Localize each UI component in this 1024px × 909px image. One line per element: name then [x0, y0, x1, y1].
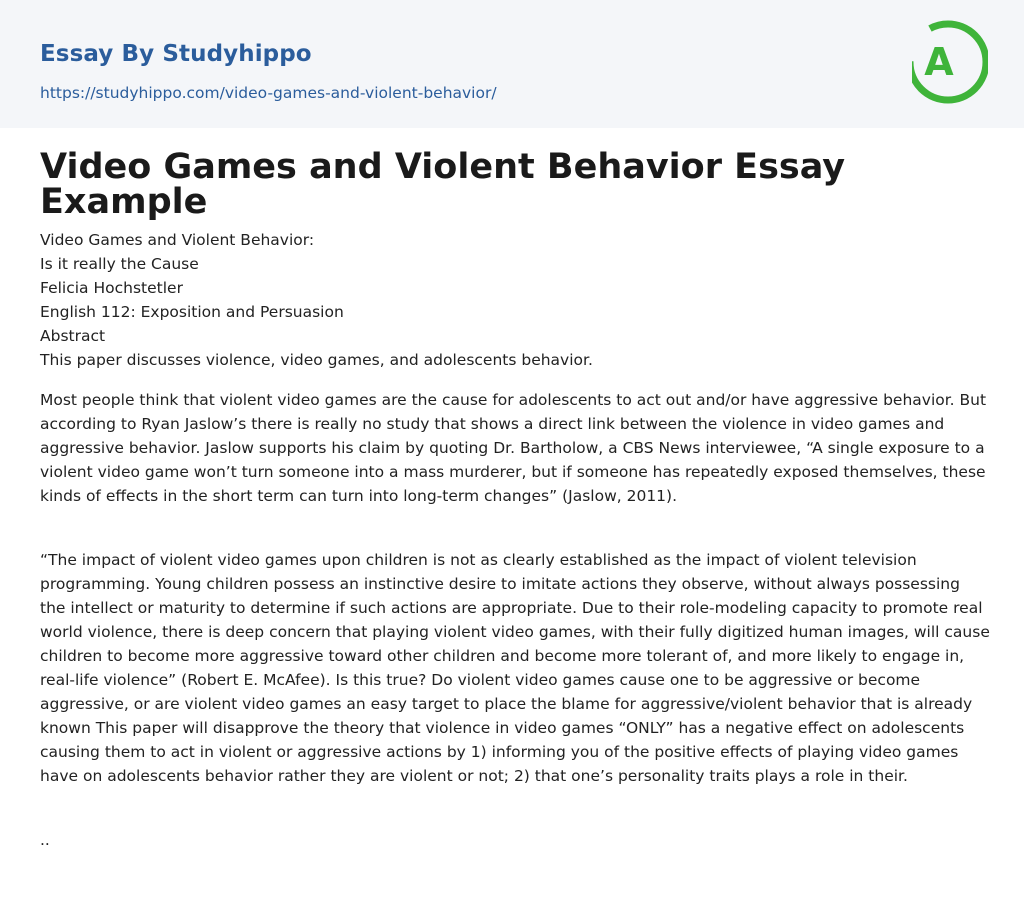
paragraph: Most people think that violent video games are the cause for adolescents to act out and/or have aggressive behavior. But according to Ryan Jaslow’s there is really no study that shows a direct link between the violence in video games and aggressive behavior. Jaslow supports his claim by quoting Dr. Bartholow, a CBS News interviewee, “A single exposure to a violent video game won’t turn someone into a mass murderer, but if someone has repeatedly exposed themselves, these kinds of effects in the short term can turn into long-term changes” (Jaslow, 2011).	[40, 391, 987, 505]
meta-line-author: Felicia Hochstetler	[40, 279, 183, 297]
meta-line-abstract: This paper discusses violence, video games, and adolescents behavior.	[40, 351, 593, 369]
site-header	[0, 0, 1024, 128]
meta-line-subtitle: Is it really the Cause	[40, 255, 199, 273]
logo-letter: A	[924, 40, 954, 84]
meta-line-title: Video Games and Violent Behavior:	[40, 231, 315, 249]
page-title: Video Games and Violent Behavior Essay Example	[40, 147, 846, 222]
brand-title[interactable]: Essay By Studyhippo	[40, 41, 312, 67]
continuation-ellipsis: ..	[40, 831, 50, 849]
essay-url-link[interactable]: https://studyhippo.com/video-games-and-violent-behavior/	[40, 84, 497, 102]
paragraph: “The impact of violent video games upon children is not as clearly established as the impact of violent television programming. Young children possess an instinctive desire to imitate actions they observe, without always possessing the intellect or maturity to determine if such actions are appropriate. Due to their role-modeling capacity to promote real world violence, there is deep concern that playing violent video games, with their fully digitized human images, will cause children to become more aggressive toward other children and become more tolerant of, and more likely to engage in, real-life violence” (Robert E. McAfee). Is this true? Do violent video games cause one to be aggressive or become aggressive, or are violent video games an easy target to place the blame for aggressive/violent behavior that is already known This paper will disapprove the theory that violence in video games “ONLY” has a negative effect on adolescents causing them to act in violent or aggressive actions by 1) informing you of the positive effects of playing video games have on adolescents behavior rather they are violent or not; 2) that one’s personality traits plays a role in their.	[40, 551, 990, 785]
meta-line-course: English 112: Exposition and Persuasion	[40, 303, 344, 321]
essay-meta	[40, 228, 990, 372]
meta-line-abstract-heading: Abstract	[40, 327, 106, 345]
studyhippo-logo-icon[interactable]	[912, 18, 988, 106]
